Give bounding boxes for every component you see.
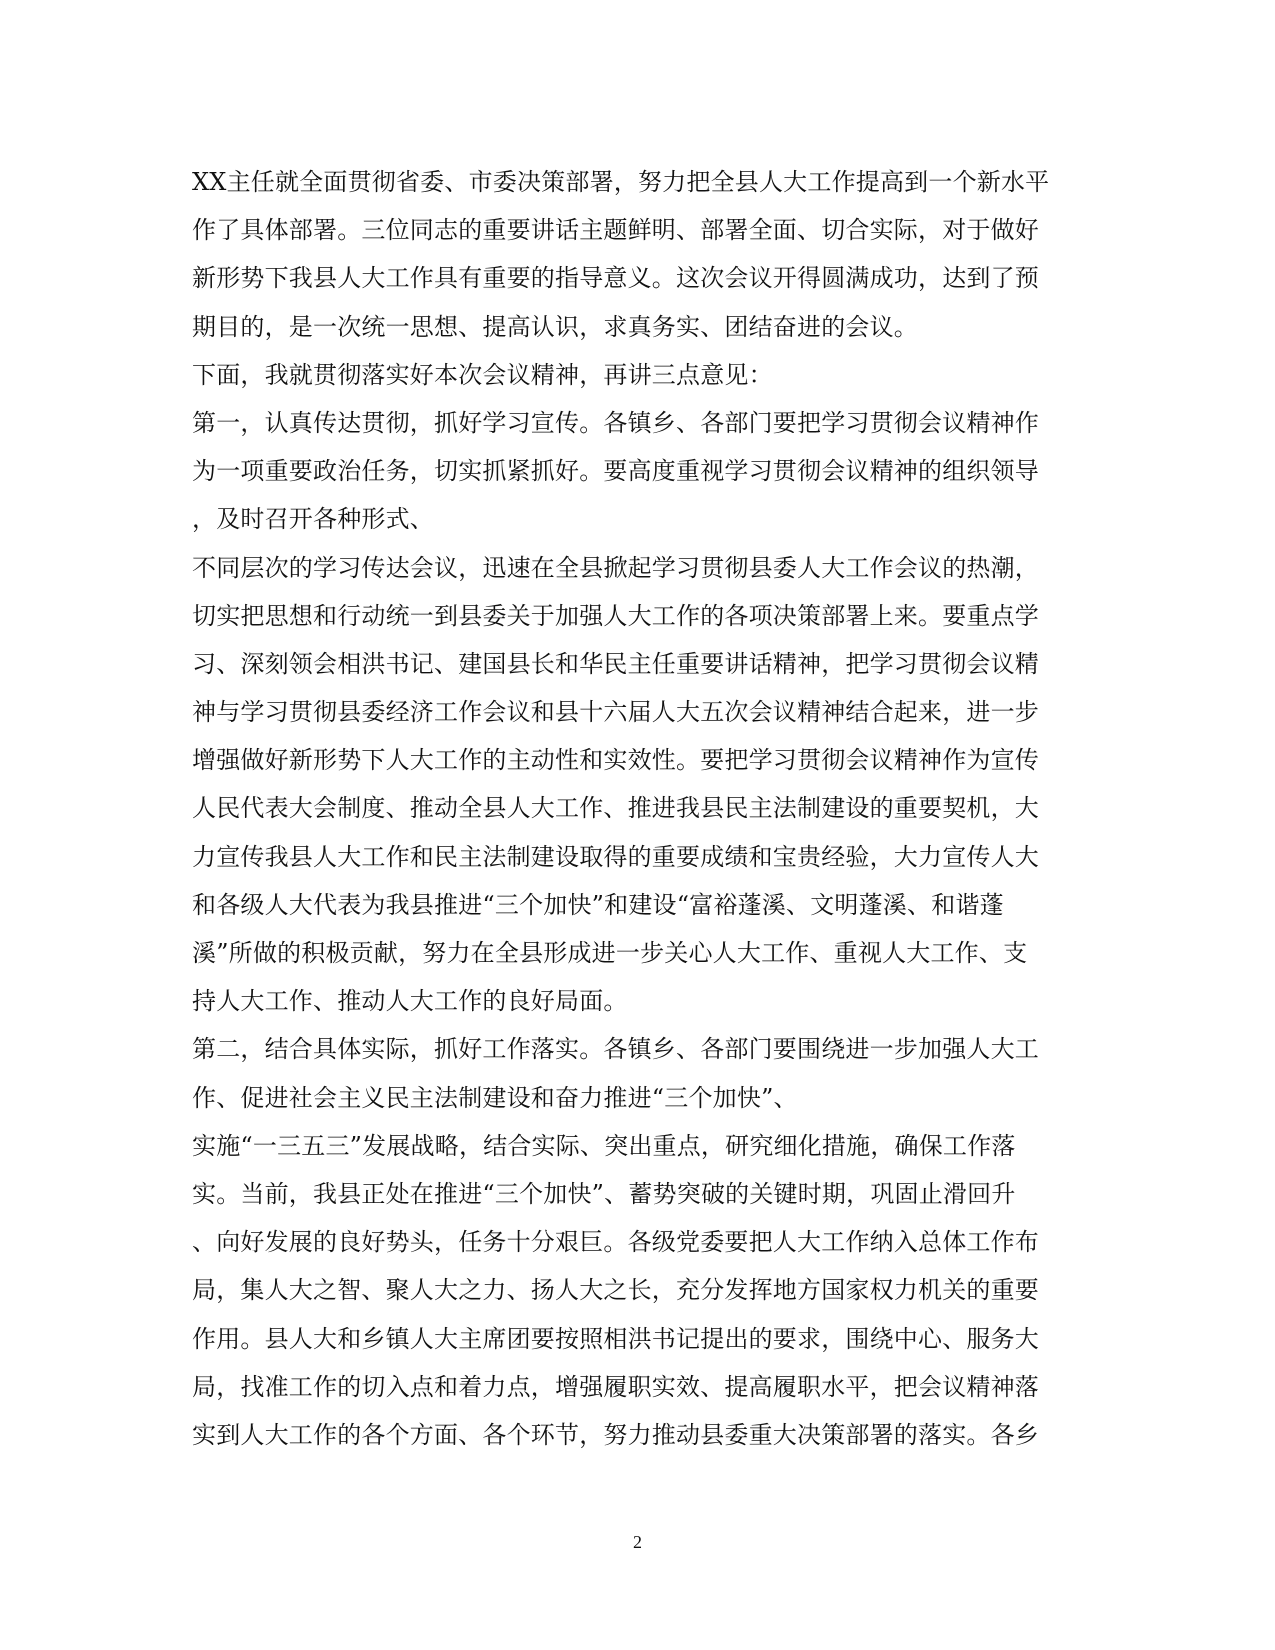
text-line: 持人大工作、推动人大工作的良好局面。 bbox=[192, 987, 628, 1016]
text-line: 作了具体部署。三位同志的重要讲话主题鲜明、部署全面、切合实际，对于做好 bbox=[192, 216, 1039, 245]
text-line: 增强做好新形势下人大工作的主动性和实效性。要把学习贯彻会议精神作为宣传 bbox=[192, 746, 1039, 775]
text-line: 为一项重要政治任务，切实抓紧抓好。要高度重视学习贯彻会议精神的组织领导 bbox=[192, 457, 1039, 486]
text-line: 作、促进社会主义民主法制建设和奋力推进“三个加快”、 bbox=[192, 1083, 798, 1112]
page-number: 2 bbox=[633, 1532, 642, 1552]
text-line: 作用。县人大和乡镇人大主席团要按照相洪书记提出的要求，围绕中心、服务大 bbox=[192, 1324, 1039, 1353]
text-line: XX主任就全面贯彻省委、市委决策部署，努力把全县人大工作提高到一个新水平 bbox=[192, 168, 1050, 196]
text-line: 实到人大工作的各个方面、各个环节，努力推动县委重大决策部署的落实。各乡 bbox=[192, 1420, 1039, 1449]
text-line: 、向好发展的良好势头，任务十分艰巨。各级党委要把人大工作纳入总体工作布 bbox=[192, 1228, 1039, 1257]
text-line: 实。当前，我县正处在推进“三个加快”、蓄势突破的关键时期，巩固止滑回升 bbox=[192, 1179, 1016, 1208]
text-line: 下面，我就贯彻落实好本次会议精神，再讲三点意见： bbox=[192, 360, 773, 389]
text-line: 力宣传我县人大工作和民主法制建设取得的重要成绩和宝贵经验，大力宣传人大 bbox=[192, 842, 1039, 871]
text-line: 神与学习贯彻县委经济工作会议和县十六届人大五次会议精神结合起来，进一步 bbox=[192, 698, 1039, 727]
text-line: 切实把思想和行动统一到县委关于加强人大工作的各项决策部署上来。要重点学 bbox=[192, 601, 1039, 630]
text-line: 习、深刻领会相洪书记、建国县长和华民主任重要讲话精神，把学习贯彻会议精 bbox=[192, 649, 1039, 678]
body-text bbox=[192, 158, 1092, 1459]
text-line: 溪”所做的积极贡献，努力在全县形成进一步关心人大工作、重视人大工作、支 bbox=[192, 939, 1028, 967]
text-line: 期目的，是一次统一思想、提高认识，求真务实、团结奋进的会议。 bbox=[192, 312, 918, 341]
text-line: 第二，结合具体实际，抓好工作落实。各镇乡、各部门要围绕进一步加强人大工 bbox=[192, 1035, 1039, 1064]
text-line: 新形势下我县人大工作具有重要的指导意义。这次会议开得圆满成功，达到了预 bbox=[192, 264, 1039, 293]
text-line: ，及时召开各种形式、 bbox=[192, 505, 434, 534]
text-line: 局，找准工作的切入点和着力点，增强履职实效、提高履职水平，把会议精神落 bbox=[192, 1372, 1039, 1401]
text-line: 实施“一三五三”发展战略，结合实际、突出重点，研究细化措施，确保工作落 bbox=[192, 1131, 1016, 1160]
text-line: 不同层次的学习传达会议，迅速在全县掀起学习贯彻县委人大工作会议的热潮， bbox=[192, 553, 1039, 582]
text-line: 局，集人大之智、聚人大之力、扬人大之长，充分发挥地方国家权力机关的重要 bbox=[192, 1276, 1039, 1305]
text-line: 第一，认真传达贯彻，抓好学习宣传。各镇乡、各部门要把学习贯彻会议精神作 bbox=[192, 408, 1039, 437]
text-line: 人民代表大会制度、推动全县人大工作、推进我县民主法制建设的重要契机，大 bbox=[192, 794, 1039, 823]
text-line: 和各级人大代表为我县推进“三个加快”和建设“富裕蓬溪、文明蓬溪、和谐蓬 bbox=[192, 890, 1004, 919]
